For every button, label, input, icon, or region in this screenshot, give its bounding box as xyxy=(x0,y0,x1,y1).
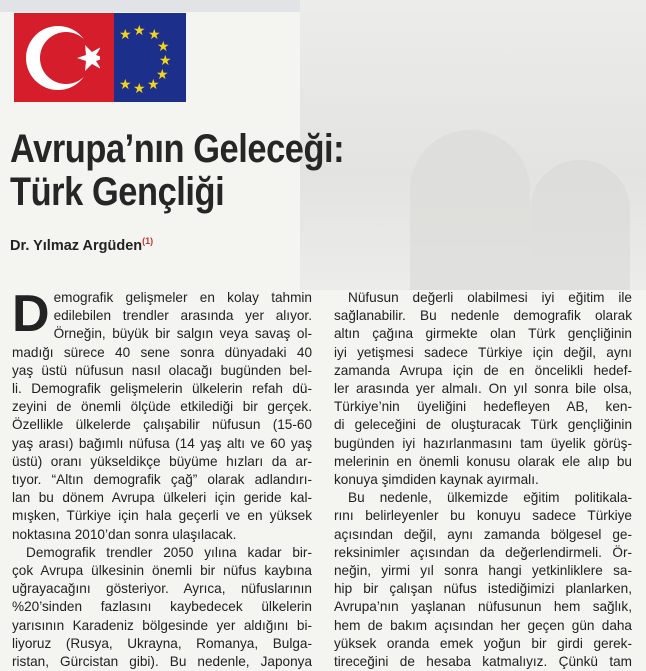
text-line: yarısının Karadeniz bölgesinde yer aldığını bi- xyxy=(12,617,312,633)
svg-text:★: ★ xyxy=(157,39,170,55)
text-line: ristan, Gürcistan gibi). Bu nedenle, Japonya xyxy=(12,654,312,670)
text-line: bugünden iyi hazırlanmasını tam üyelik görüş- xyxy=(334,435,632,451)
text-line: Özellikle ülkelerde çalışabilir nüfusun (15-60 xyxy=(12,417,312,433)
text-column-1 xyxy=(12,285,312,671)
text-line: mışken, Türkiye için hala geçerli ve en yüksek xyxy=(12,508,312,524)
text-line: Bu nedenle, ülkemizde eğitim politikala- xyxy=(348,490,632,506)
text-line: konuya şimdiden kaynak ayırmalı. xyxy=(334,472,539,488)
title-line-1: Avrupa’nın Geleceği: xyxy=(10,127,345,171)
text-line: yüksek oranda emek yoğun bir girdi gerek- xyxy=(334,635,632,651)
text-line: Avrupa’nın yaşlanan nüfusunun hem sağlık, xyxy=(334,599,632,615)
text-line: hem de bakım açısından her geçen gün daha xyxy=(334,617,632,633)
svg-text:★: ★ xyxy=(159,53,172,69)
text-line: Demografik trendler 2050 yılına kadar bir- xyxy=(26,544,312,560)
author-name: Dr. Yılmaz Argüden xyxy=(10,237,143,254)
text-line: Nüfusun değerli olabilmesi iyi eğitim ile xyxy=(348,290,632,305)
text-line: li. Demografik gelişmelerin ülkelerin refah dü- xyxy=(12,381,312,397)
text-line: yaş arası) bağımlı nüfusa (14 yaş altı ve 60 yaş xyxy=(12,435,312,451)
text-line: uğrayacağını gösteriyor. Ayrıca, nüfuslarının xyxy=(12,581,312,597)
text-line: iyi yetişmesi sadece Türkiye için değil, aynı xyxy=(334,344,632,360)
text-line: Örneğin, büyük bir salgın veya savaş ol- xyxy=(53,326,312,342)
text-line: tıyor. “Altın demografik çağ” olarak adlandırı- xyxy=(12,472,312,488)
text-line: çok Avrupa ülkesinin önemli bir nüfus kaybına xyxy=(12,563,312,579)
text-line: yaş üstü nüfusun nasıl olacağı bugünden bel- xyxy=(12,362,312,378)
svg-text:★: ★ xyxy=(156,67,169,83)
text-line: di geleceğini de oluşturacak Türk gençliğinin xyxy=(334,417,632,433)
text-line: reksinimler açısından da değerlendirmeli. Ör- xyxy=(334,544,632,560)
text-line: lan bu dönem Avrupa ülkeleri için geride kal- xyxy=(12,490,312,506)
svg-text:★: ★ xyxy=(133,81,146,97)
text-line: ler arasında yer almalı. On yıl sonra bile olsa, xyxy=(334,381,632,397)
svg-text:★: ★ xyxy=(119,27,132,43)
text-column-2 xyxy=(334,289,632,671)
photo-figure xyxy=(410,130,530,290)
turkey-flag-half xyxy=(14,13,100,102)
article-title xyxy=(10,128,345,214)
photo-figure xyxy=(530,160,630,290)
text-line: üstü) oranı yükseldikçe büyüme hızları da ar- xyxy=(12,453,312,469)
text-line: liyoruz (Rusya, Ukrayna, Romanya, Bulga- xyxy=(12,635,312,651)
text-line: neğin, yirmi yıl sonra hangi yetkinliklere sa- xyxy=(334,563,632,579)
svg-text:★: ★ xyxy=(148,27,161,43)
turkey-eu-flag xyxy=(14,13,186,102)
author-byline xyxy=(10,236,153,254)
text-line: zeyini de önemli ölçüde etkilediği bir gerçek. xyxy=(12,399,312,415)
text-line: rını belirleyenler bu konuyu sadece Türkiye xyxy=(334,508,632,524)
background-photo xyxy=(300,0,646,290)
text-line: madığı sürece 40 sene sonra dünyadaki 40 xyxy=(12,344,312,360)
eu-flag-half xyxy=(100,13,186,102)
svg-text:★: ★ xyxy=(133,23,146,39)
text-line: sağlanabilir. Bu nedenle demografik olarak xyxy=(334,308,632,324)
svg-text:★: ★ xyxy=(147,77,160,93)
text-line: zamanda Avrupa için de en öncelikli hedef- xyxy=(334,362,632,378)
drop-cap: D xyxy=(12,285,50,343)
text-line: edilebilen trendler arasında yer alıyor. xyxy=(53,308,312,324)
text-line: melerinin en önemli konusu olarak ele alıp bu xyxy=(334,453,632,469)
author-footnote-marker: (1) xyxy=(142,236,154,246)
text-line: %20’sinden fazlasını kaybedecek ülkelerin xyxy=(12,599,312,615)
svg-text:★: ★ xyxy=(119,77,132,93)
text-line: tireceğini de hesaba katmalıyız. Çünkü tam xyxy=(334,654,632,670)
text-line: hip bir çalışan nüfus istediğimizi planlarken, xyxy=(334,581,632,597)
text-line: açısından değil, aynı zamanda bölgesel ge- xyxy=(334,526,632,542)
title-line-2: Türk Gençliği xyxy=(10,170,225,214)
text-line: altın çağına girmekte olan Türk gençliğinin xyxy=(334,326,632,342)
text-line: Türkiye’nin üyeliğini hedefleyen AB, ken- xyxy=(334,399,632,415)
text-line: noktasına 2010’dan sonra ulaşılacak. xyxy=(12,526,237,542)
text-line: emografik gelişmeler en kolay tahmin xyxy=(53,290,312,305)
